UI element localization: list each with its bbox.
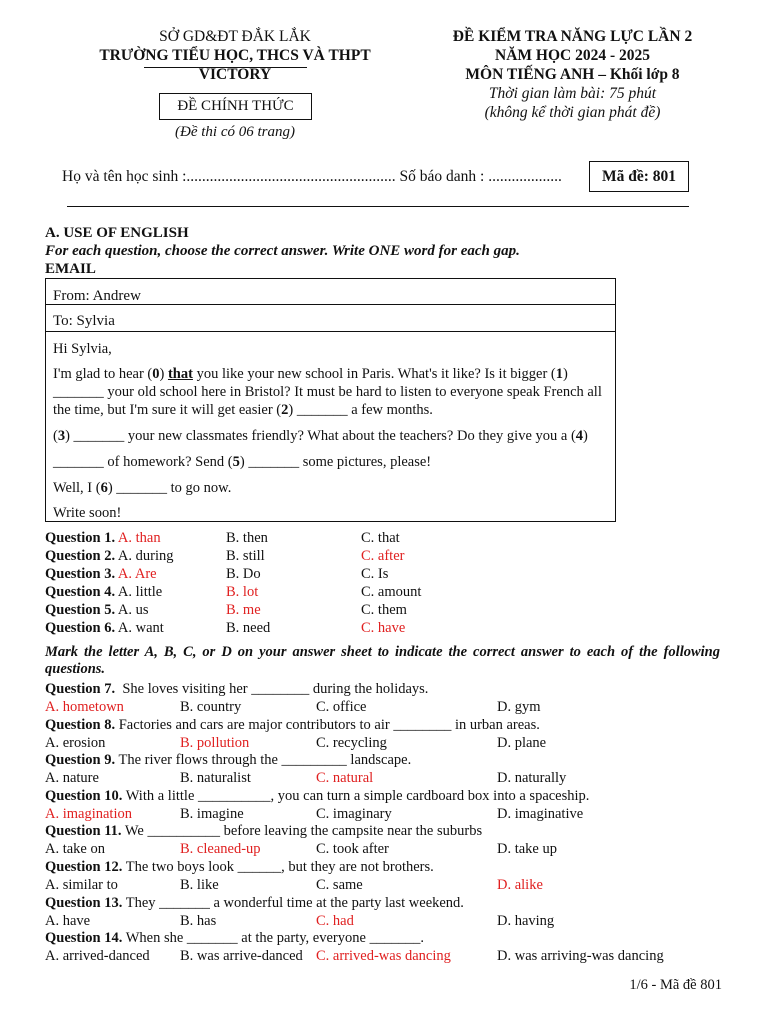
school-name-line2: VICTORY [198,66,272,83]
option-c[interactable]: C. that [361,530,400,546]
question-label: Question 10. [45,787,123,804]
option-b[interactable]: B. me [226,602,261,618]
option-c[interactable]: C. took after [316,841,389,858]
student-info-line: Họ và tên học sinh :...................................................... Số báo danh : ................... [62,168,562,185]
question-label: Question 4. [45,584,116,600]
options-row [45,769,745,787]
option-c[interactable]: C. Is [361,566,389,582]
question-label: Question 14. [45,930,123,947]
option-d[interactable]: D. imaginative [497,805,584,822]
question-text: When she _______ at the party, everyone _______. [122,930,424,947]
question-stem [45,751,411,769]
option-b[interactable]: B. need [226,620,271,636]
option-a[interactable]: A. us [117,602,149,618]
email-closing: Write soon! [53,505,122,521]
option-d[interactable]: D. alike [497,877,543,893]
option-a[interactable]: A. imagination [45,805,132,822]
question-text: They _______ a wonderful time at the party last weekend. [122,894,464,911]
option-c[interactable]: C. recycling [316,734,387,751]
option-b[interactable]: B. has [180,912,217,929]
option-a[interactable]: A. erosion [45,734,106,751]
option-b[interactable]: B. lot [226,584,259,600]
question-stem [45,680,428,698]
option-b[interactable]: B. cleaned-up [180,841,261,858]
option-c[interactable]: C. have [361,620,406,636]
school-name-line1: TRƯỜNG TIỂU HỌC, THCS VÀ THPT [99,47,371,64]
option-b[interactable]: B. like [180,877,219,893]
email-greeting: Hi Sylvia, [53,341,112,357]
question-text: She loves visiting her ________ during the holidays. [115,681,429,697]
question-stem [45,716,540,734]
options-row [45,698,745,716]
section-instruction: For each question, choose the correct answer. Write ONE word for each gap. [45,243,520,259]
question-text: We __________ before leaving the campsite near the suburbs [121,823,483,840]
exam-header [420,27,725,122]
option-d[interactable]: D. plane [497,734,547,751]
question-stem [45,858,434,876]
school-year: NĂM HỌC 2024 - 2025 [495,47,650,64]
page-footer: 1/6 - Mã đề 801 [629,977,722,993]
option-b[interactable]: B. pollution [180,734,250,751]
question-row [45,529,745,547]
option-c[interactable]: C. office [316,699,367,715]
question-row [45,565,745,583]
option-a[interactable]: A. than [117,530,161,546]
question-row [45,583,745,601]
email-box [45,278,616,522]
option-d[interactable]: D. gym [497,699,541,715]
email-paragraph-1: I'm glad to hear (0) that you like your new school in Paris. What's it like? Is it bigger (1) _______ your old school here in Bristol? It must be hard to listen to everyone speak French all the time, but I'm sure it will get easier (2) _______ a few months. [53,366,602,418]
question-label: Question 1. [45,530,116,546]
option-d[interactable]: D. having [497,912,555,929]
option-a[interactable]: A. want [117,620,164,636]
option-a[interactable]: A. nature [45,770,99,787]
question-text: Factories and cars are major contributors to air ________ in urban areas. [115,716,540,733]
option-c[interactable]: C. same [316,877,363,893]
option-a[interactable]: A. take on [45,841,105,858]
question-text: With a little __________, you can turn a simple cardboard box into a spaceship. [122,787,590,804]
question-label: Question 2. [45,548,116,564]
option-d[interactable]: D. was arriving-was dancing [497,948,664,965]
official-exam-box: ĐỀ CHÍNH THỨC [159,93,312,120]
option-a[interactable]: A. Are [117,566,157,582]
option-c[interactable]: C. amount [361,584,422,600]
option-a[interactable]: A. have [45,912,91,929]
option-b[interactable]: B. imagine [180,805,244,822]
option-a[interactable]: A. arrived-danced [45,948,150,965]
question-label: Question 8. [45,716,116,733]
option-c[interactable]: C. had [316,912,354,929]
question-label: Question 6. [45,620,116,636]
question-label: Question 9. [45,752,116,769]
question-label: Question 5. [45,602,116,618]
question-label: Question 3. [45,566,116,582]
option-b[interactable]: B. was arrive-danced [180,948,303,965]
header-divider [67,206,689,207]
subject-line: MÔN TIẾNG ANH – Khối lớp 8 [465,66,680,83]
mc-instruction: Mark the letter A, B, C, or D on your answer sheet to indicate the correct answer to each of the following questions. [45,644,720,677]
option-b[interactable]: B. country [180,699,242,715]
question-label: Question 7. [45,681,116,697]
option-b[interactable]: B. naturalist [180,770,251,787]
email-to: To: Sylvia [46,305,615,332]
option-d[interactable]: D. take up [497,841,557,858]
option-c[interactable]: C. arrived-was dancing [316,948,451,965]
options-row [45,912,745,930]
option-b[interactable]: B. still [226,548,265,564]
question-row [45,619,745,637]
exam-title: ĐỀ KIỂM TRA NĂNG LỰC LẦN 2 [452,28,693,45]
options-row [45,840,745,858]
options-row [45,734,745,752]
question-stem [45,894,464,912]
options-row [45,947,745,965]
option-b[interactable]: B. Do [226,566,261,582]
header-underline [144,67,307,68]
option-c[interactable]: C. imaginary [316,805,392,822]
pages-note: (Đề thi có 06 trang) [175,124,295,140]
time-allowed: Thời gian làm bài: 75 phút [488,85,657,102]
option-c[interactable]: C. them [361,602,407,618]
exam-code-box: Mã đề: 801 [589,161,689,192]
option-a[interactable]: A. hometown [45,699,124,715]
email-from: From: Andrew [46,279,615,305]
option-b[interactable]: B. then [226,530,268,546]
options-row [45,876,745,894]
question-text: The two boys look ______, but they are not brothers. [122,859,434,875]
time-note: (không kể thời gian phát đề) [484,104,661,121]
question-stem [45,787,589,805]
option-c[interactable]: C. after [361,548,405,564]
email-paragraph-2: (3) _______ your new classmates friendly? What about the teachers? Do they give you a (4) [53,428,588,444]
option-d[interactable]: D. naturally [497,770,567,787]
email-paragraph-3: _______ of homework? Send (5) _______ some pictures, please! [53,454,432,470]
question-stem [45,822,482,840]
question-label: Question 11. [45,823,122,840]
question-row [45,547,745,565]
option-a[interactable]: A. similar to [45,877,118,893]
question-label: Question 12. [45,859,123,875]
example-answer: that [167,366,193,382]
question-row [45,601,745,619]
email-label: EMAIL [45,261,96,277]
section-title: A. USE OF ENGLISH [45,225,189,241]
email-paragraph-4: Well, I (6) _______ to go now. [53,480,232,496]
school-header [70,27,400,84]
option-c[interactable]: C. natural [316,770,374,787]
options-row [45,805,745,823]
option-a[interactable]: A. little [117,584,163,600]
question-label: Question 13. [45,894,123,911]
question-stem [45,929,424,947]
department-name: SỞ GD&ĐT ĐẮK LẮK [159,28,311,45]
question-text: The river flows through the _________ landscape. [115,752,412,769]
option-a[interactable]: A. during [117,548,174,564]
